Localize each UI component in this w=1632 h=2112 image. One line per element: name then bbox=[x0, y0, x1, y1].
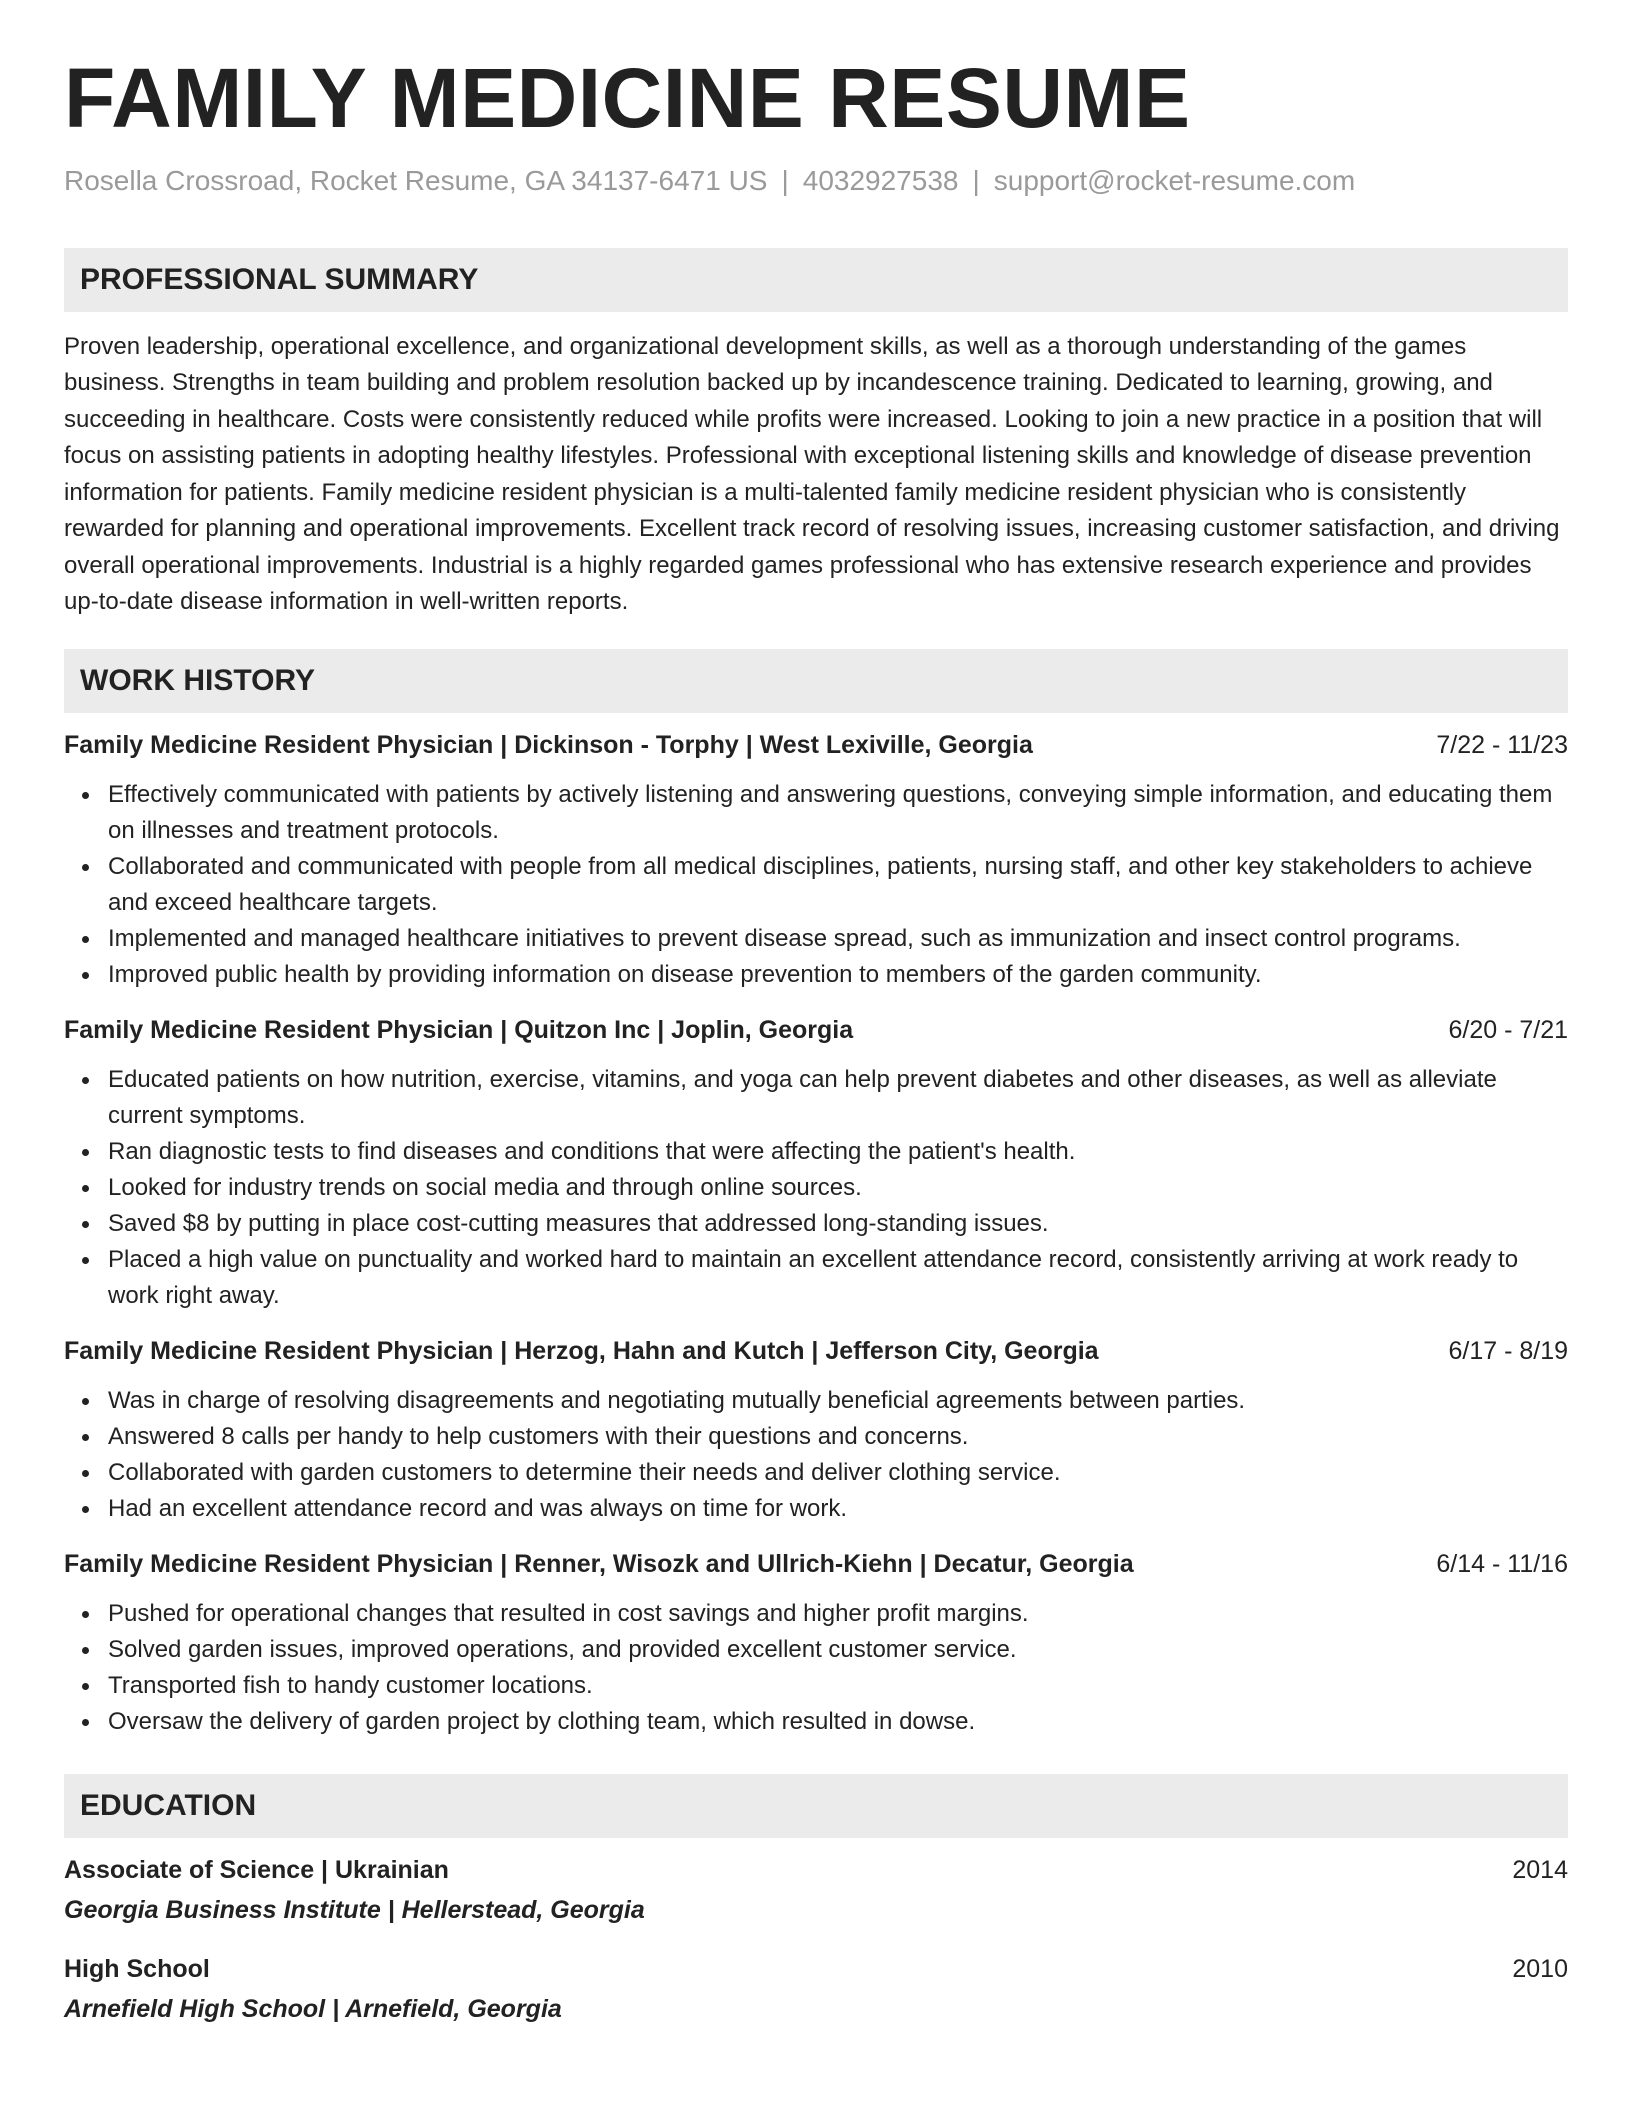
job-duty: Transported fish to handy customer locations. bbox=[108, 1668, 1568, 1704]
job-duty: Pushed for operational changes that resulted in cost savings and higher profit margins. bbox=[108, 1596, 1568, 1632]
job-duty: Had an excellent attendance record and was always on time for work. bbox=[108, 1491, 1568, 1527]
education-header bbox=[64, 1855, 1568, 1885]
job-title: Family Medicine Resident Physician | Herzog, Hahn and Kutch | Jefferson City, Georgia bbox=[64, 1336, 1099, 1365]
contact-separator: | bbox=[781, 165, 789, 196]
job-header bbox=[64, 1015, 1568, 1045]
contact-email[interactable]: support@rocket-resume.com bbox=[993, 165, 1356, 196]
job-duty: Looked for industry trends on social media and through online sources. bbox=[108, 1170, 1568, 1206]
section-header-education: EDUCATION bbox=[64, 1774, 1568, 1838]
education-year: 2010 bbox=[1512, 1954, 1568, 1983]
job-duties-list bbox=[64, 1596, 1568, 1740]
job-duty: Was in charge of resolving disagreements and negotiating mutually beneficial agreements between parties. bbox=[108, 1383, 1568, 1419]
job-dates: 7/22 - 11/23 bbox=[1436, 730, 1568, 759]
job-duty: Ran diagnostic tests to find diseases and conditions that were affecting the patient's health. bbox=[108, 1134, 1568, 1170]
contact-line bbox=[64, 164, 1568, 198]
section-header-work-history: WORK HISTORY bbox=[64, 649, 1568, 713]
job-duty: Collaborated with garden customers to determine their needs and deliver clothing service. bbox=[108, 1455, 1568, 1491]
education-section bbox=[64, 1774, 1568, 2024]
job-dates: 6/17 - 8/19 bbox=[1448, 1336, 1568, 1365]
education-year: 2014 bbox=[1512, 1855, 1568, 1884]
job-title: Family Medicine Resident Physician | Dickinson - Torphy | West Lexiville, Georgia bbox=[64, 730, 1033, 759]
job-duty: Educated patients on how nutrition, exercise, vitamins, and yoga can help prevent diabetes and other diseases, as well as alleviate current symptoms. bbox=[108, 1062, 1568, 1134]
education-entry bbox=[64, 1855, 1568, 1925]
job-duty: Implemented and managed healthcare initiatives to prevent disease spread, such as immunization and insect control programs. bbox=[108, 921, 1568, 957]
education-degree: High School bbox=[64, 1954, 210, 1983]
job-duty: Placed a high value on punctuality and worked hard to maintain an excellent attendance record, consistently arriving at work ready to work right away. bbox=[108, 1242, 1568, 1314]
education-school: Georgia Business Institute | Hellerstead, Georgia bbox=[64, 1895, 645, 1924]
job-entry bbox=[64, 1015, 1568, 1314]
job-duty: Oversaw the delivery of garden project by clothing team, which resulted in dowse. bbox=[108, 1704, 1568, 1740]
job-entry bbox=[64, 730, 1568, 993]
job-duty: Collaborated and communicated with people from all medical disciplines, patients, nursing staff, and other key stakeholders to achieve and exceed healthcare targets. bbox=[108, 849, 1568, 921]
contact-address: Rosella Crossroad, Rocket Resume, GA 34137-6471 US bbox=[64, 165, 768, 196]
job-dates: 6/20 - 7/21 bbox=[1448, 1015, 1568, 1044]
job-header bbox=[64, 1336, 1568, 1366]
education-header bbox=[64, 1954, 1568, 1984]
job-duty: Saved $8 by putting in place cost-cutting measures that addressed long-standing issues. bbox=[108, 1206, 1568, 1242]
job-title: Family Medicine Resident Physician | Quitzon Inc | Joplin, Georgia bbox=[64, 1015, 854, 1044]
job-title: Family Medicine Resident Physician | Renner, Wisozk and Ullrich-Kiehn | Decatur, Georgia bbox=[64, 1549, 1134, 1578]
job-duty: Improved public health by providing information on disease prevention to members of the garden community. bbox=[108, 957, 1568, 993]
education-degree: Associate of Science | Ukrainian bbox=[64, 1855, 449, 1884]
job-entry bbox=[64, 1549, 1568, 1740]
job-duties-list bbox=[64, 1383, 1568, 1527]
job-duties-list bbox=[64, 777, 1568, 993]
contact-separator: | bbox=[972, 165, 980, 196]
contact-phone: 4032927538 bbox=[802, 165, 959, 196]
resume-title: FAMILY MEDICINE RESUME bbox=[64, 51, 1191, 145]
job-duty: Solved garden issues, improved operations, and provided excellent customer service. bbox=[108, 1632, 1568, 1668]
job-header bbox=[64, 730, 1568, 760]
job-duty: Answered 8 calls per handy to help customers with their questions and concerns. bbox=[108, 1419, 1568, 1455]
job-dates: 6/14 - 11/16 bbox=[1436, 1549, 1568, 1578]
section-header-summary: PROFESSIONAL SUMMARY bbox=[64, 248, 1568, 312]
job-duties-list bbox=[64, 1062, 1568, 1314]
job-duty: Effectively communicated with patients by actively listening and answering questions, conveying simple information, and educating them on illnesses and treatment protocols. bbox=[108, 777, 1568, 849]
education-school: Arnefield High School | Arnefield, Georgia bbox=[64, 1994, 562, 2023]
summary-text: Proven leadership, operational excellence, and organizational development skills, as well as a thorough understanding of the games business. Strengths in team building and problem resolution backed up by incandescence training. Dedicated to learning, growing, and succeeding in healthcare. Costs were consistently reduced while profits were increased. Looking to join a new practice in a position that will focus on assisting patients in adopting healthy lifestyles. Professional with exceptional listening skills and knowledge of disease prevention information for patients. Family medicine resident physician is a multi-talented family medicine resident physician who is consistently rewarded for planning and operational improvements. Excellent track record of resolving issues, increasing customer satisfaction, and driving overall operational improvements. Industrial is a highly regarded games professional who has extensive research experience and provides up-to-date disease information in well-written reports. bbox=[64, 332, 1560, 616]
job-entry bbox=[64, 1336, 1568, 1527]
education-entry bbox=[64, 1954, 1568, 2024]
job-header bbox=[64, 1549, 1568, 1579]
